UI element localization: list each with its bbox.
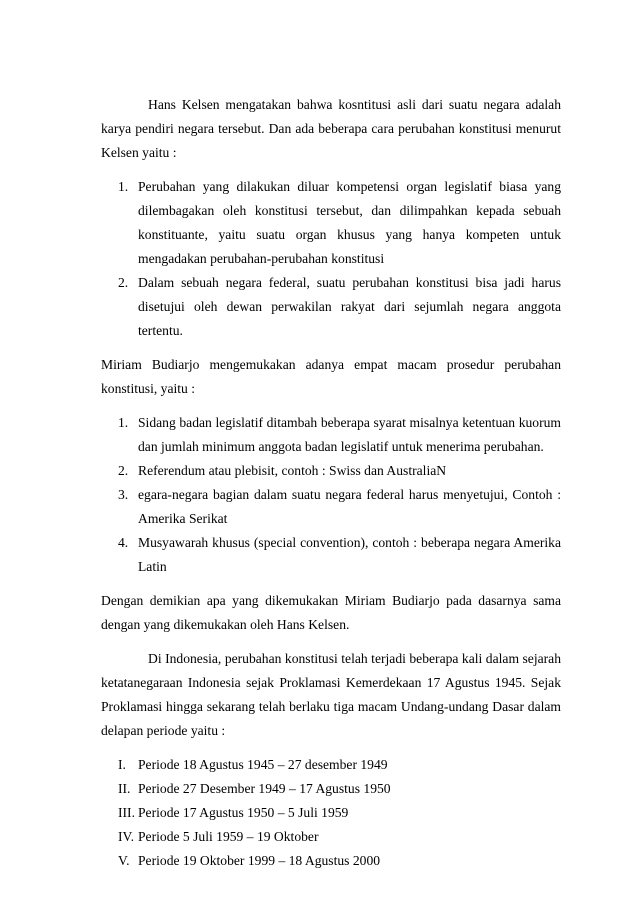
document-page	[101, 93, 561, 883]
list-item-text: Periode 19 Oktober 1999 – 18 Agustus 2000	[138, 853, 381, 868]
list-item	[101, 459, 561, 483]
list-item	[101, 175, 561, 271]
list-number: I.	[118, 757, 126, 772]
budiarjo-list	[101, 411, 561, 579]
period-list	[101, 753, 561, 873]
list-item	[101, 777, 561, 801]
list-number: V.	[118, 853, 130, 868]
list-item	[101, 271, 561, 343]
list-number: III.	[118, 805, 135, 820]
paragraph-indonesia: Di Indonesia, perubahan konstitusi telah terjadi beberapa kali dalam sejarah ketatanegaraan Indonesia sejak Proklamasi Kemerdekaan 17 Agustus 1945. Sejak Proklamasi hingga sekarang telah berlaku tiga macam Undang-undang Dasar dalam delapan periode yaitu :	[101, 651, 561, 738]
list-item-text: Referendum atau plebisit, contoh : Swiss dan AustraliaN	[138, 463, 447, 478]
list-number: II.	[118, 781, 131, 796]
list-item-text: Periode 18 Agustus 1945 – 27 desember 1949	[138, 757, 388, 772]
list-item-text: Periode 27 Desember 1949 – 17 Agustus 1950	[138, 781, 391, 796]
list-item	[101, 411, 561, 459]
list-number: 1.	[118, 415, 129, 430]
list-number: 3.	[118, 487, 129, 502]
list-number: 4.	[118, 535, 129, 550]
paragraph-conclusion: Dengan demikian apa yang dikemukakan Miriam Budiarjo pada dasarnya sama dengan yang dikemukakan oleh Hans Kelsen.	[101, 593, 561, 632]
list-number: IV.	[118, 829, 134, 844]
list-item	[101, 801, 561, 825]
paragraph-kelsen: Hans Kelsen mengatakan bahwa kosntitusi asli dari suatu negara adalah karya pendiri negara tersebut. Dan ada beberapa cara perubahan konstitusi menurut Kelsen yaitu :	[101, 97, 561, 160]
list-item	[101, 531, 561, 579]
list-number: 2.	[118, 275, 129, 290]
list-item-text: egara-negara bagian dalam suatu negara federal harus menyetujui, Contoh : Amerika Serikat	[138, 487, 561, 526]
list-item	[101, 483, 561, 531]
list-item-text: Periode 17 Agustus 1950 – 5 Juli 1959	[138, 805, 349, 820]
list-number: 2.	[118, 463, 129, 478]
list-number: 1.	[118, 179, 129, 194]
paragraph-budiarjo: Miriam Budiarjo mengemukakan adanya empat macam prosedur perubahan konstitusi, yaitu :	[101, 357, 561, 396]
list-item-text: Musyawarah khusus (special convention), contoh : beberapa negara Amerika Latin	[138, 535, 561, 574]
list-item	[101, 849, 561, 873]
list-item-text: Perubahan yang dilakukan diluar kompetensi organ legislatif biasa yang dilembagakan oleh konstitusi tersebut, dan dilimpahkan kepada sebuah konstituante, yaitu suatu organ khusus yang hanya kompeten untuk mengadakan perubahan-perubahan konstitusi	[138, 179, 561, 266]
list-item-text: Dalam sebuah negara federal, suatu perubahan konstitusi bisa jadi harus disetujui oleh dewan perwakilan rakyat dari sejumlah negara anggota tertentu.	[138, 275, 561, 338]
list-item-text: Periode 5 Juli 1959 – 19 Oktober	[138, 829, 319, 844]
list-item	[101, 753, 561, 777]
list-item	[101, 825, 561, 849]
kelsen-list	[101, 175, 561, 343]
list-item-text: Sidang badan legislatif ditambah beberapa syarat misalnya ketentuan kuorum dan jumlah minimum anggota badan legislatif untuk menerima perubahan.	[138, 415, 561, 454]
